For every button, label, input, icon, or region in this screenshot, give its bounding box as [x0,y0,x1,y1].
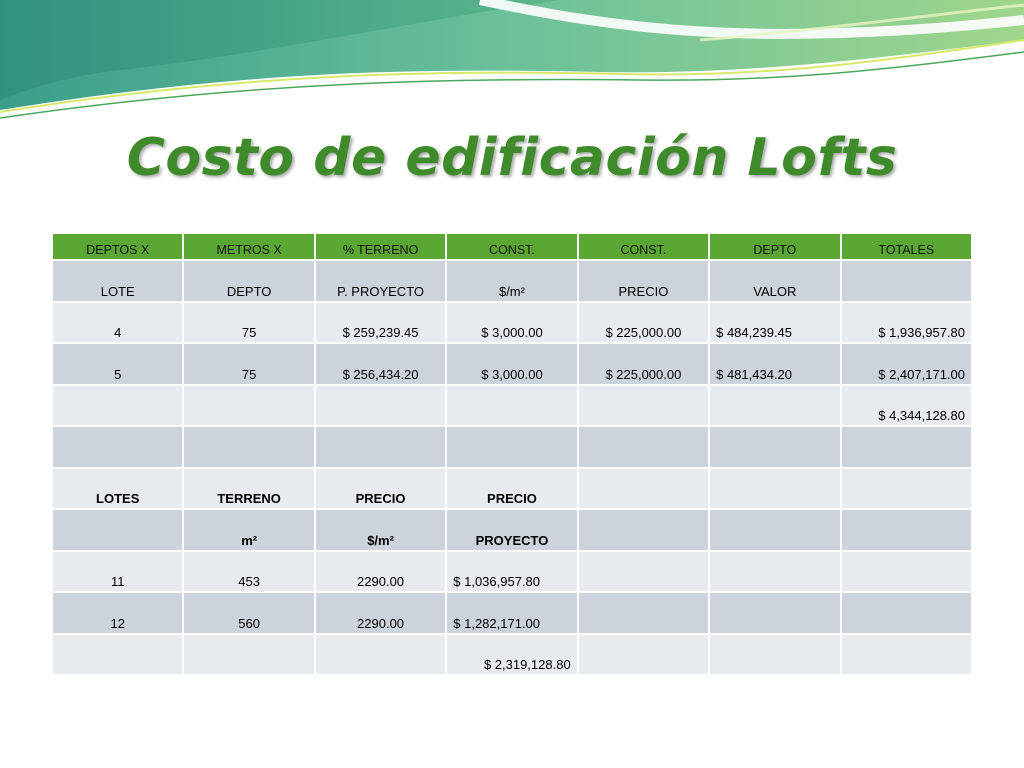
section2-header-row [53,469,971,509]
depto-cell: 75 [184,303,313,343]
empty-cell [710,593,839,633]
header-cell: DEPTOS X [53,234,182,259]
header-row [53,234,971,259]
terreno-cell: 560 [184,593,313,633]
section2-header-cell: TERRENO [184,469,313,509]
empty-cell [53,386,182,426]
empty-cell [579,386,708,426]
precio-proyecto-cell: $ 1,282,171.00 [447,593,576,633]
section2-subheader-cell: PROYECTO [447,510,576,550]
empty-cell [710,427,839,467]
empty-cell [710,469,839,509]
total-cell: $ 2,407,171.00 [842,344,971,384]
section2-header-cell: LOTES [53,469,182,509]
lote-cell: 11 [53,552,182,592]
lote-cell: 5 [53,344,182,384]
const-m2-cell: $ 3,000.00 [447,303,576,343]
empty-cell [710,510,839,550]
table-row [53,552,971,592]
header-cell: % TERRENO [316,234,445,259]
empty-cell [184,386,313,426]
empty-cell [842,427,971,467]
table-row [53,303,971,343]
header-cell: DEPTO [710,234,839,259]
empty-cell [842,469,971,509]
p-proyecto-cell: $ 256,434.20 [316,344,445,384]
total-cell: $ 1,936,957.80 [842,303,971,343]
table-row [53,593,971,633]
p-proyecto-cell: $ 259,239.45 [316,303,445,343]
subheader-cell [842,261,971,301]
section2-subheader-cell: m² [184,510,313,550]
section2-subheader-row [53,510,971,550]
empty-cell [579,593,708,633]
precio-m2-cell: 2290.00 [316,552,445,592]
precio-proyecto-cell: $ 1,036,957.80 [447,552,576,592]
table-row [53,344,971,384]
header-cell: CONST. [447,234,576,259]
depto-cell: 75 [184,344,313,384]
empty-cell [53,427,182,467]
valor-cell: $ 484,239.45 [710,303,839,343]
subheader-cell: LOTE [53,261,182,301]
precio-m2-cell: 2290.00 [316,593,445,633]
empty-cell [579,469,708,509]
cost-table [51,232,973,676]
page-title: Costo de edificación Lofts [126,128,898,188]
empty-cell [842,593,971,633]
section2-header-cell: PRECIO [447,469,576,509]
empty-cell [447,386,576,426]
subheader-cell: PRECIO [579,261,708,301]
section2-header-cell: PRECIO [316,469,445,509]
section2-subheader-cell: $/m² [316,510,445,550]
empty-cell [842,510,971,550]
terreno-cell: 453 [184,552,313,592]
empty-cell [710,635,839,675]
subheader-cell: $/m² [447,261,576,301]
empty-cell [316,386,445,426]
empty-cell [579,427,708,467]
precio-cell: $ 225,000.00 [579,303,708,343]
header-cell: METROS X [184,234,313,259]
section2-total-row [53,635,971,675]
section2-subheader-cell [53,510,182,550]
empty-cell [447,427,576,467]
empty-cell [842,635,971,675]
subheader-cell: VALOR [710,261,839,301]
empty-cell [316,427,445,467]
empty-cell [710,386,839,426]
header-cell: TOTALES [842,234,971,259]
empty-cell [710,552,839,592]
empty-cell [184,635,313,675]
const-m2-cell: $ 3,000.00 [447,344,576,384]
empty-cell [579,552,708,592]
empty-cell [579,510,708,550]
grand-total-cell: $ 4,344,128.80 [842,386,971,426]
subheader-cell: DEPTO [184,261,313,301]
empty-cell [184,427,313,467]
empty-cell [842,552,971,592]
spacer-row [53,427,971,467]
header-cell: CONST. [579,234,708,259]
lote-cell: 12 [53,593,182,633]
precio-cell: $ 225,000.00 [579,344,708,384]
valor-cell: $ 481,434.20 [710,344,839,384]
empty-cell [579,635,708,675]
empty-cell [53,635,182,675]
grand-total-row [53,386,971,426]
header-wave-decoration [0,0,1024,130]
empty-cell [316,635,445,675]
subheader-cell: P. PROYECTO [316,261,445,301]
lote-cell: 4 [53,303,182,343]
subheader-row [53,261,971,301]
section2-total-cell: $ 2,319,128.80 [447,635,576,675]
